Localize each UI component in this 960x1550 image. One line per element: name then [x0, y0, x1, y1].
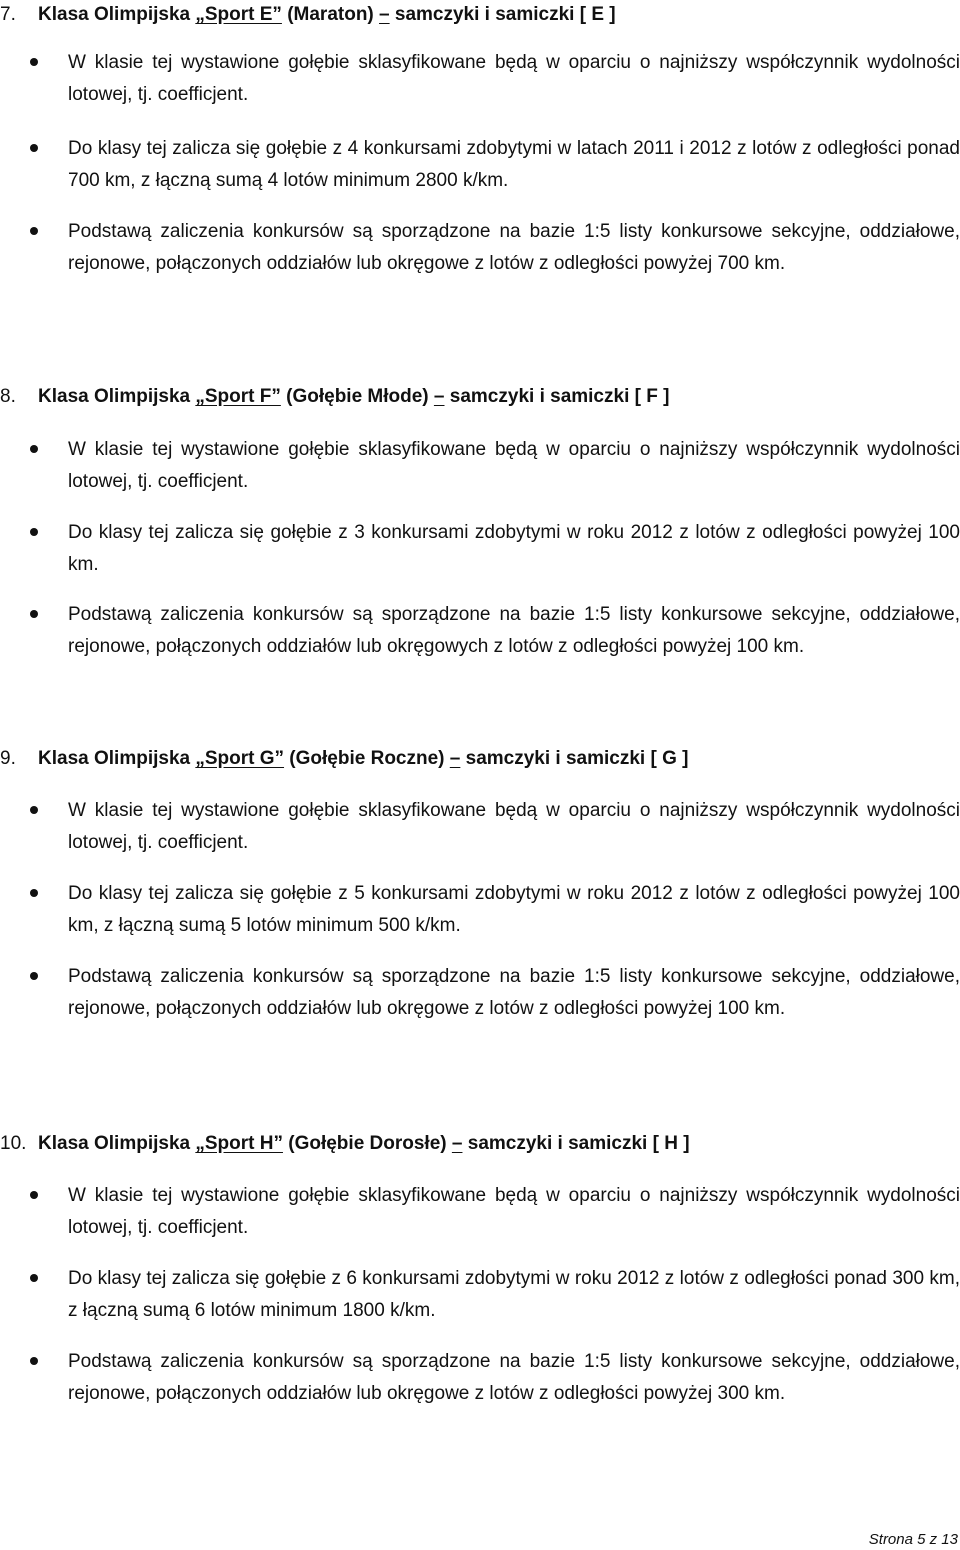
section-title [38, 748, 688, 769]
bullet-icon [30, 445, 38, 453]
section-heading [0, 744, 688, 774]
title-category: (Gołębie Młode) [280, 386, 434, 407]
title-suffix: samczyki i samiczki [ F ] [444, 386, 670, 407]
section-title [38, 4, 616, 25]
bullet-icon [30, 610, 38, 618]
bullet-icon [30, 972, 38, 980]
title-dash: – [379, 4, 390, 25]
title-dash: – [449, 748, 461, 769]
bullet-icon [30, 58, 38, 66]
title-suffix: samczyki i samiczki [ G ] [460, 748, 689, 769]
list-item-text: Do klasy tej zalicza się gołębie z 3 konkursami zdobytymi w roku 2012 z lotów z odległości powyżej 100 km. [68, 522, 960, 575]
bullet-icon [30, 1357, 38, 1365]
section-heading [0, 1129, 690, 1159]
section-number: 7. [0, 4, 16, 25]
title-class-name: „Sport G” [195, 748, 285, 769]
bullet-icon [30, 1191, 38, 1199]
title-dash: – [433, 386, 445, 407]
title-class-name: „Sport F” [195, 386, 281, 407]
title-class-name: „Sport E” [195, 4, 282, 25]
title-prefix: Klasa Olimpijska [38, 386, 196, 407]
list-item-text: Podstawą zaliczenia konkursów są sporządzone na bazie 1:5 listy konkursowe sekcyjne, oddziałowe, rejonowe, połączonych oddziałów lub okręgowe z lotów z odległości powyżej 300 km. [68, 1351, 960, 1404]
title-suffix: samczyki i samiczki [ E ] [389, 4, 616, 25]
section-title [38, 386, 669, 407]
title-category: (Gołębie Roczne) [284, 748, 450, 769]
bullet-icon [30, 1274, 38, 1282]
title-prefix: Klasa Olimpijska [38, 748, 196, 769]
list-item-text: Do klasy tej zalicza się gołębie z 6 konkursami zdobytymi w roku 2012 z lotów z odległości ponad 300 km, z łączną sumą 6 lotów minimum 1800 k/km. [68, 1268, 960, 1321]
list-item-text: Do klasy tej zalicza się gołębie z 5 konkursami zdobytymi w roku 2012 z lotów z odległości powyżej 100 km, z łączną sumą 5 lotów minimum 500 k/km. [68, 883, 960, 936]
section-title [38, 1133, 690, 1154]
section-heading [0, 0, 616, 30]
section-number: 10. [0, 1133, 27, 1154]
title-category: (Maraton) [281, 4, 380, 25]
list-item-text: W klasie tej wystawione gołębie sklasyfikowane będą w oparciu o najniższy współczynnik wydolności lotowej, tj. coefficjent. [68, 439, 960, 492]
bullet-icon [30, 889, 38, 897]
list-item-text: W klasie tej wystawione gołębie sklasyfikowane będą w oparciu o najniższy współczynnik wydolności lotowej, tj. coefficjent. [68, 52, 960, 105]
page-number: Strona 5 z 13 [868, 1531, 958, 1548]
section-heading [0, 382, 669, 412]
bullet-icon [30, 806, 38, 814]
bullet-icon [30, 227, 38, 235]
section-number: 8. [0, 386, 16, 407]
list-item-text: Podstawą zaliczenia konkursów są sporządzone na bazie 1:5 listy konkursowe sekcyjne, oddziałowe, rejonowe, połączonych oddziałów lub okręgowe z lotów z odległości powyżej 700 km. [68, 221, 960, 274]
list-item-text: Podstawą zaliczenia konkursów są sporządzone na bazie 1:5 listy konkursowe sekcyjne, oddziałowe, rejonowe, połączonych oddziałów lub okręgowe z lotów z odległości powyżej 100 km. [68, 966, 960, 1019]
list-item-text: Podstawą zaliczenia konkursów są sporządzone na bazie 1:5 listy konkursowe sekcyjne, oddziałowe, rejonowe, połączonych oddziałów lub okręgowych z lotów z odległości powyżej 100 km. [68, 604, 960, 657]
list-item-text: W klasie tej wystawione gołębie sklasyfikowane będą w oparciu o najniższy współczynnik wydolności lotowej, tj. coefficjent. [68, 800, 960, 853]
list-item-text: Do klasy tej zalicza się gołębie z 4 konkursami zdobytymi w latach 2011 i 2012 z lotów z odległości ponad 700 km, z łączną sumą 4 lotów minimum 2800 k/km. [68, 138, 960, 191]
title-prefix: Klasa Olimpijska [38, 1133, 196, 1154]
title-category: (Gołębie Dorosłe) [282, 1133, 452, 1154]
section-number: 9. [0, 748, 16, 769]
title-prefix: Klasa Olimpijska [38, 4, 196, 25]
bullet-icon [30, 144, 38, 152]
title-dash: – [451, 1133, 463, 1154]
title-class-name: „Sport H” [195, 1133, 283, 1154]
bullet-icon [30, 528, 38, 536]
title-suffix: samczyki i samiczki [ H ] [462, 1133, 690, 1154]
list-item-text: W klasie tej wystawione gołębie sklasyfikowane będą w oparciu o najniższy współczynnik wydolności lotowej, tj. coefficjent. [68, 1185, 960, 1238]
